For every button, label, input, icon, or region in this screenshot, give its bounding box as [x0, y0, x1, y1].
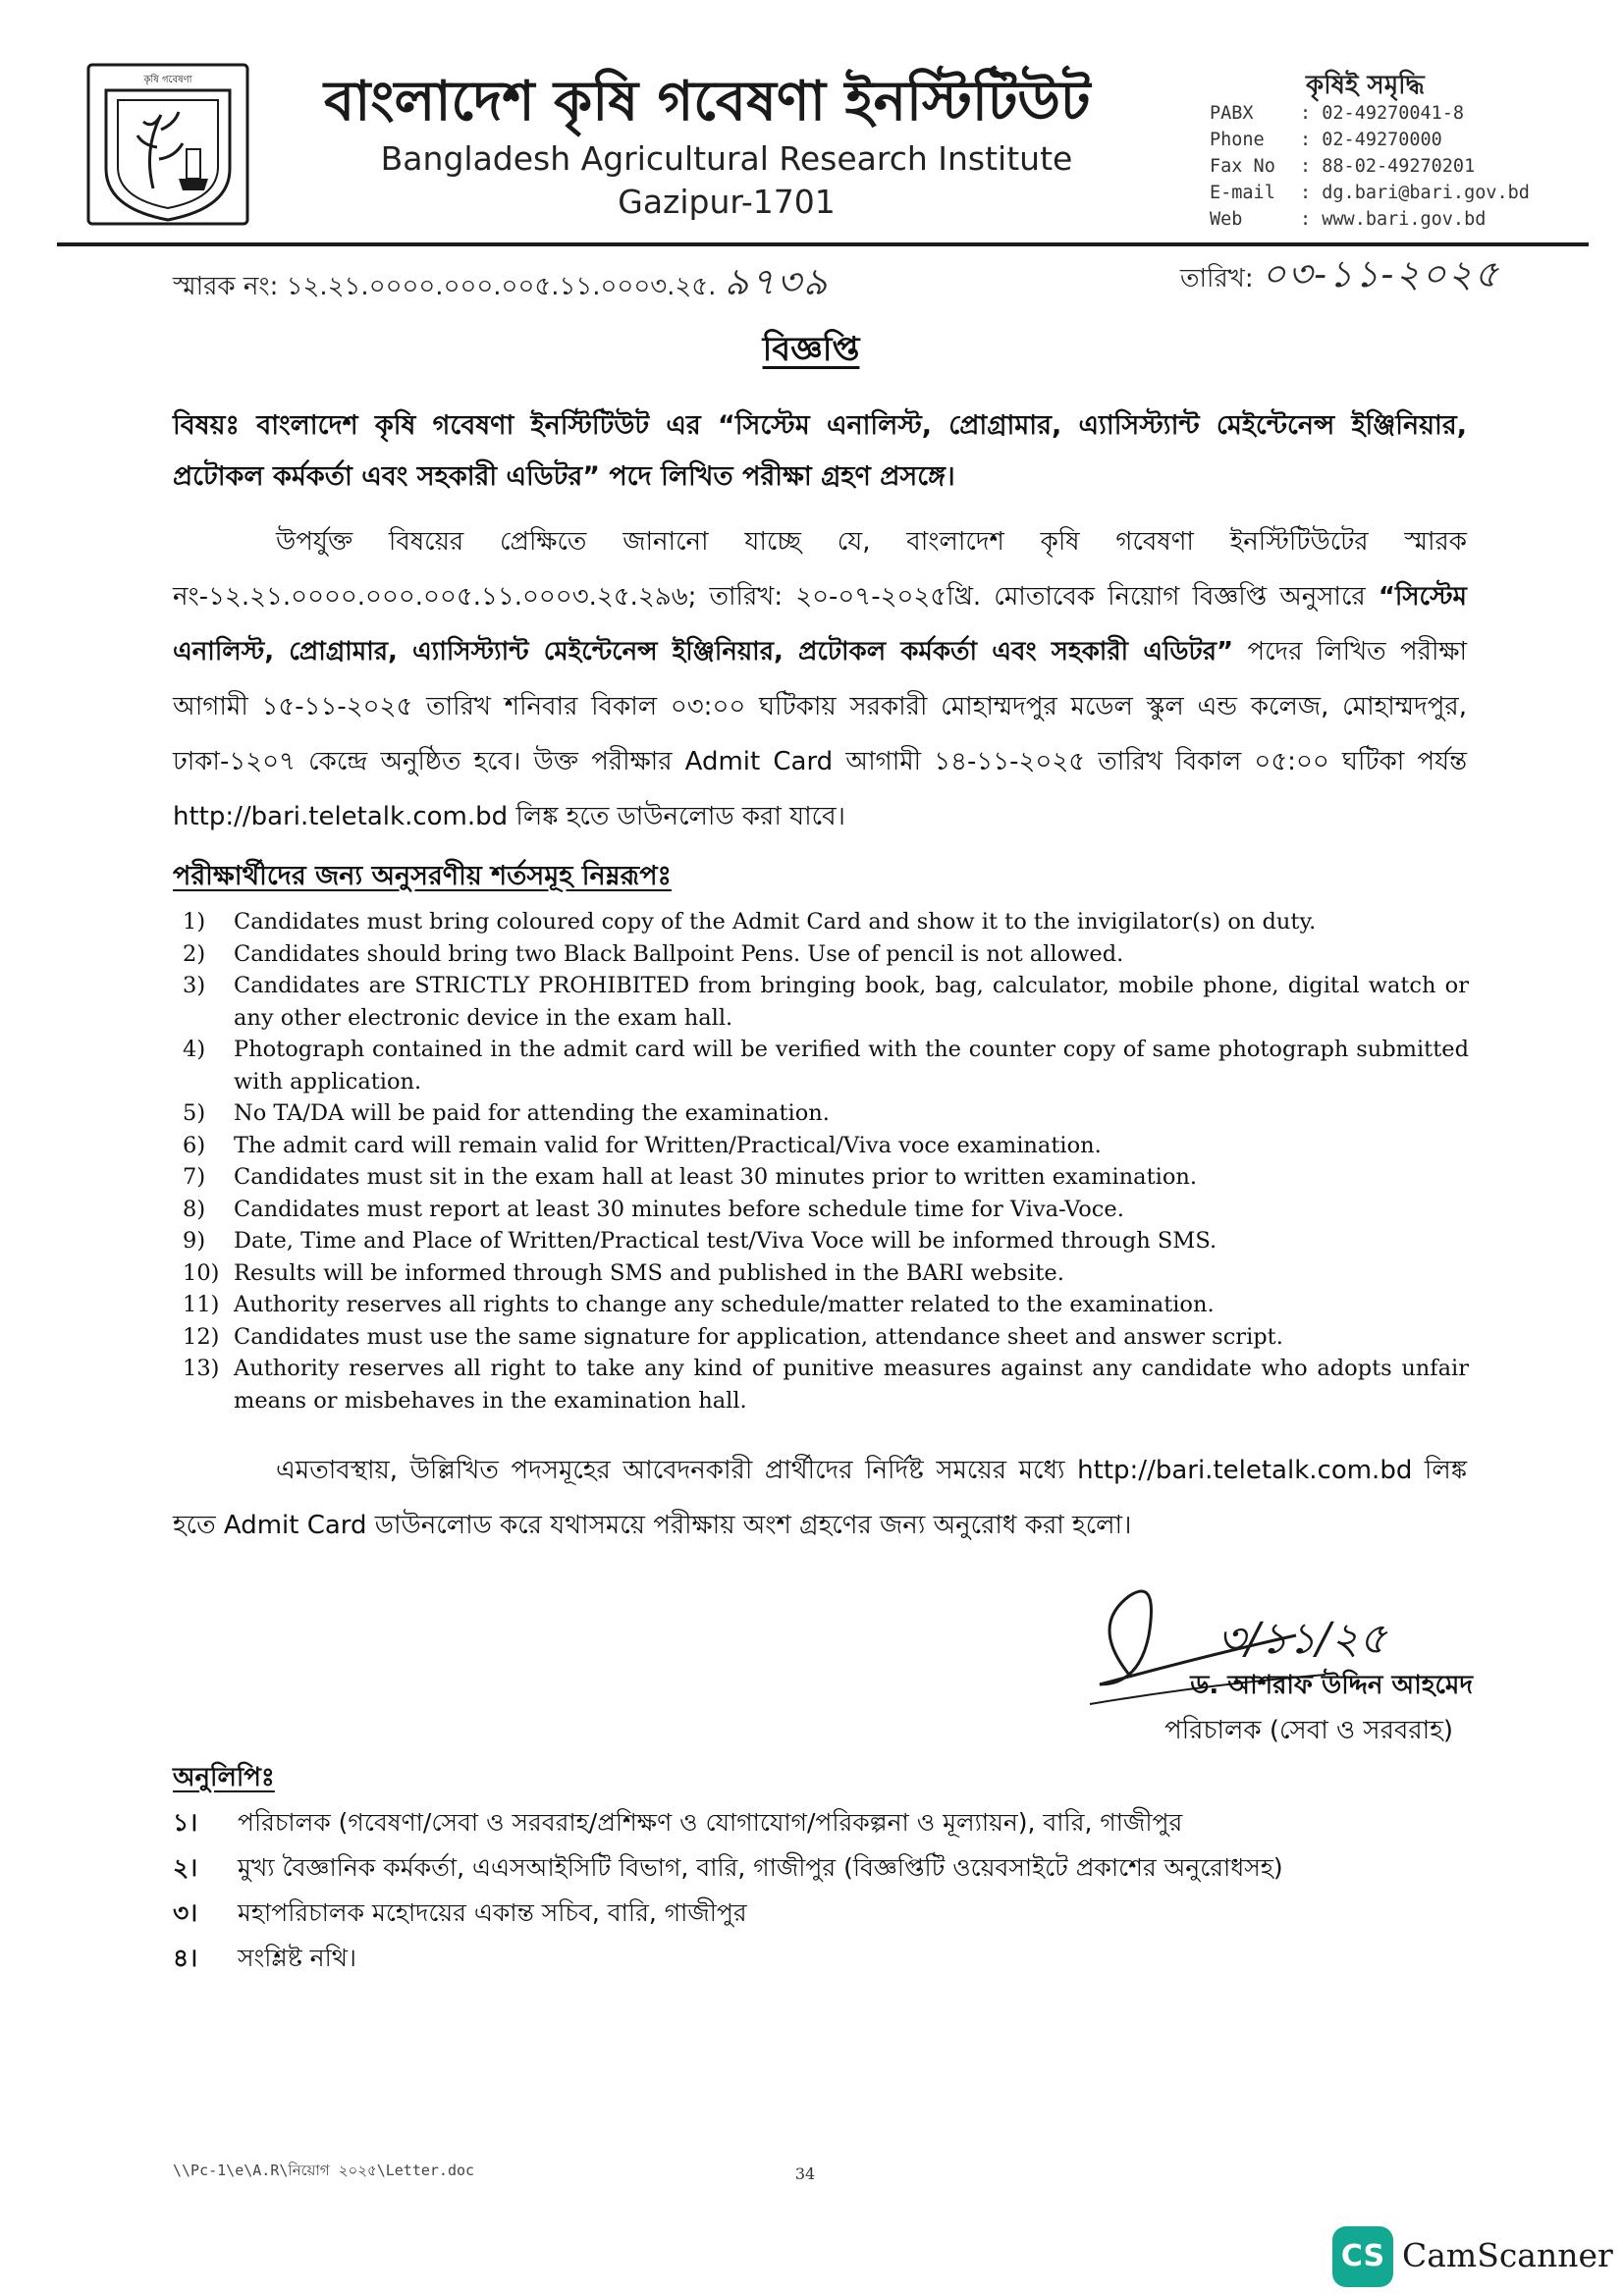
notice-body	[173, 514, 1467, 844]
condition-item	[183, 1289, 1469, 1321]
notice-title: বিজ্ঞপ্তি	[762, 330, 860, 369]
condition-text: Authority reserves all right to take any kind of punitive measures against any candidate who adopts unfair means or misbehaves in the examination hall.	[234, 1356, 1469, 1414]
copy-item	[173, 1936, 1469, 1981]
signatory-title: পরিচালক (সেবা ও সরবরাহ)	[1164, 1716, 1453, 1745]
conditions-list	[183, 906, 1469, 1416]
bari-emblem-icon	[84, 61, 251, 228]
body-posts: “সিস্টেম এনালিস্ট, প্রোগ্রামার, এ্যাসিস্ট্যান্ট মেইন্টেনেন্স ইঞ্জিনিয়ার, প্রটোকল কর্মকর্তা এবং সহকারী এডিটর”	[173, 582, 1467, 667]
svg-text:কৃষি গবেষণা: কৃষি গবেষণা	[143, 75, 192, 85]
condition-item	[183, 906, 1469, 938]
contact-label: Fax No	[1210, 156, 1275, 177]
condition-item	[183, 1130, 1469, 1162]
contact-value: : 02-49270000	[1300, 130, 1442, 150]
org-name-english: Bangladesh Agricultural Research Institute	[380, 139, 1073, 178]
contact-website[interactable]: : www.bari.gov.bd	[1300, 209, 1487, 230]
contact-row	[1210, 127, 1563, 153]
contact-block	[1210, 100, 1563, 233]
copy-to-heading: অনুলিপিঃ	[173, 1763, 275, 1792]
contact-row	[1210, 206, 1563, 233]
condition-text: No TA/DA will be paid for attending the examination.	[234, 1100, 830, 1126]
copy-item	[173, 1845, 1469, 1891]
copy-number: ৩।	[173, 1898, 198, 1927]
condition-number: 12)	[183, 1323, 220, 1350]
page-number: 34	[794, 2164, 816, 2183]
memo-handwritten-number: ৯৭৩৯	[724, 260, 830, 303]
condition-number: 9)	[183, 1228, 206, 1254]
condition-number: 11)	[183, 1292, 220, 1317]
contact-row	[1210, 180, 1563, 206]
copy-to-list	[173, 1800, 1469, 1981]
condition-text: Authority reserves all rights to change any schedule/matter related to the examination.	[234, 1292, 1215, 1317]
condition-item	[183, 1257, 1469, 1290]
org-name-bangla: বাংলাদেশ কৃষি গবেষণা ইনস্টিটিউট	[324, 70, 1091, 133]
condition-text: The admit card will remain valid for Written/Practical/Viva voce examination.	[234, 1132, 1102, 1158]
date-value: ০৩-১১-২০২৫	[1261, 252, 1501, 295]
condition-text: Candidates must use the same signature for application, attendance sheet and answer script.	[234, 1323, 1283, 1350]
memo-date	[1180, 245, 1593, 308]
condition-number: 1)	[183, 909, 206, 934]
condition-text: Results will be informed through SMS and published in the BARI website.	[234, 1259, 1064, 1286]
notice-subject: বিষয়ঃ বাংলাদেশ কৃষি গবেষণা ইনস্টিটিউট এর “সিস্টেম এনালিস্ট, প্রোগ্রামার, এ্যাসিস্ট্যান্ট মেইন্টেনেন্স ইঞ্জিনিয়ার, প্রটোকল কর্মকর্তা এবং সহকারী এডিটর” পদে লিখিত পরীক্ষা গ্রহণ প্রসঙ্গে।	[173, 410, 1467, 492]
memo-number	[173, 253, 958, 316]
memo-label: স্মারক নং:	[173, 272, 279, 301]
conditions-heading: পরীক্ষার্থীদের জন্য অনুসরণীয় শর্তসমূহ নিম্নরূপঃ	[173, 861, 672, 891]
copy-text: মুখ্য বৈজ্ঞানিক কর্মকর্তা, এএসআইসিটি বিভাগ, বারি, গাজীপুর (বিজ্ঞপ্তিটি ওয়েবসাইটে প্রকাশের অনুরোধসহ)	[238, 1853, 1283, 1882]
closing-paragraph: এমতাবস্থায়, উল্লিখিত পদসমূহের আবেদনকারী প্রার্থীদের নির্দিষ্ট সময়ের মধ্যে http://bari.teletalk.com.bd লিঙ্ক হতে Admit Card ডাউনলোড করে যথাসময়ে পরীক্ষায় অংশ গ্রহণের জন্য অনুরোধ করা হলো।	[173, 1456, 1467, 1540]
condition-text: Candidates must bring coloured copy of the Admit Card and show it to the invigilator(s) on duty.	[234, 909, 1317, 934]
condition-number: 8)	[183, 1196, 206, 1222]
contact-value: : 02-49270041-8	[1300, 103, 1465, 124]
contact-row	[1210, 153, 1563, 180]
condition-item	[183, 1097, 1469, 1130]
camscanner-watermark: CamScanner	[1402, 2236, 1613, 2274]
copy-number: ১।	[173, 1808, 198, 1837]
condition-text: Candidates are STRICTLY PROHIBITED from bringing book, bag, calculator, mobile phone, digital watch or any other electronic device in the exam hall.	[234, 973, 1469, 1031]
contact-label: Phone	[1210, 130, 1265, 150]
condition-number: 13)	[183, 1356, 220, 1381]
file-path: \\Pc-1\e\A.R\নিয়োগ ২০২৫\Letter.doc	[173, 2162, 475, 2179]
condition-item	[183, 1194, 1469, 1226]
org-motto: কৃষিই সমৃদ্ধি	[1306, 71, 1425, 100]
copy-text: মহাপরিচালক মহোদয়ের একান্ত সচিব, বারি, গাজীপুর	[238, 1898, 747, 1927]
contact-row	[1210, 100, 1563, 127]
copy-item	[173, 1891, 1469, 1936]
condition-text: Photograph contained in the admit card will be verified with the counter copy of same photograph submitted with application.	[234, 1037, 1469, 1095]
condition-number: 10)	[183, 1259, 220, 1286]
condition-number: 5)	[183, 1100, 206, 1126]
condition-item	[183, 1353, 1469, 1416]
condition-text: Date, Time and Place of Written/Practical test/Viva Voce will be informed through SMS.	[234, 1228, 1217, 1254]
body-text: পদের লিখিত পরীক্ষা আগামী ১৫-১১-২০২৫ তারিখ শনিবার বিকাল ০৩:০০ ঘটিকায় সরকারী মোহাম্মদপুর মডেল স্কুল এন্ড কলেজ, মোহাম্মদপুর, ঢাকা-১২০৭ কেন্দ্রে অনুষ্ঠিত হবে। উক্ত পরীক্ষার Admit Card আগামী ১৪-১১-২০২৫ তারিখ বিকাল ০৫:০০ ঘটিকা পর্যন্ত http://bari.teletalk.com.bd লিঙ্ক হতে ডাউনলোড করা যাবে।	[173, 637, 1467, 831]
date-label: তারিখ:	[1180, 264, 1254, 294]
condition-number: 7)	[183, 1164, 206, 1190]
condition-number: 4)	[183, 1037, 206, 1062]
contact-email[interactable]: : dg.bari@bari.gov.bd	[1300, 183, 1530, 203]
condition-item	[183, 970, 1469, 1034]
signature-date: ৩/১১/২৫	[1217, 1614, 1387, 1664]
condition-text: Candidates must sit in the exam hall at least 30 minutes prior to written examination.	[234, 1164, 1198, 1190]
copy-number: ২।	[173, 1853, 198, 1882]
condition-item	[183, 1225, 1469, 1257]
copy-item	[173, 1800, 1469, 1845]
camscanner-logo-icon: CS	[1332, 2226, 1393, 2287]
condition-item	[183, 1034, 1469, 1097]
contact-label: E-mail	[1210, 183, 1275, 203]
body-text: উপর্যুক্ত বিষয়ের প্রেক্ষিতে জানানো যাচ্ছে যে, বাংলাদেশ কৃষি গবেষণা ইনস্টিটিউটের স্মারক নং-১২.২১.০০০০.০০০.০০৫.১১.০০০৩.২৫.২৯৬; তারিখ: ২০-০৭-২০২৫খ্রি. মোতাবেক নিয়োগ বিজ্ঞপ্তি অনুসারে	[173, 527, 1467, 612]
condition-item	[183, 1321, 1469, 1354]
copy-text: সংশ্লিষ্ট নথি।	[238, 1944, 356, 1972]
condition-number: 2)	[183, 940, 206, 967]
contact-value: : 88-02-49270201	[1300, 156, 1476, 177]
copy-text: পরিচালক (গবেষণা/সেবা ও সরবরাহ/প্রশিক্ষণ ও যোগাযোগ/পরিকল্পনা ও মূল্যায়ন), বারি, গাজীপুর	[238, 1808, 1183, 1837]
condition-item	[183, 938, 1469, 971]
org-city: Gazipur-1701	[618, 183, 836, 221]
condition-text: Candidates must report at least 30 minutes before schedule time for Viva-Voce.	[234, 1196, 1124, 1222]
copy-number: ৪।	[173, 1944, 198, 1972]
contact-label: Web	[1210, 209, 1243, 230]
condition-item	[183, 1161, 1469, 1194]
condition-number: 3)	[183, 973, 206, 998]
signatory-name: ড. আশরাফ উদ্দিন আহমেদ	[1190, 1671, 1473, 1700]
memo-number-value: ১২.২১.০০০০.০০০.০০৫.১১.০০০৩.২৫.	[286, 272, 717, 301]
condition-number: 6)	[183, 1132, 206, 1158]
contact-label: PABX	[1210, 103, 1254, 124]
condition-text: Candidates should bring two Black Ballpoint Pens. Use of pencil is not allowed.	[234, 940, 1124, 967]
